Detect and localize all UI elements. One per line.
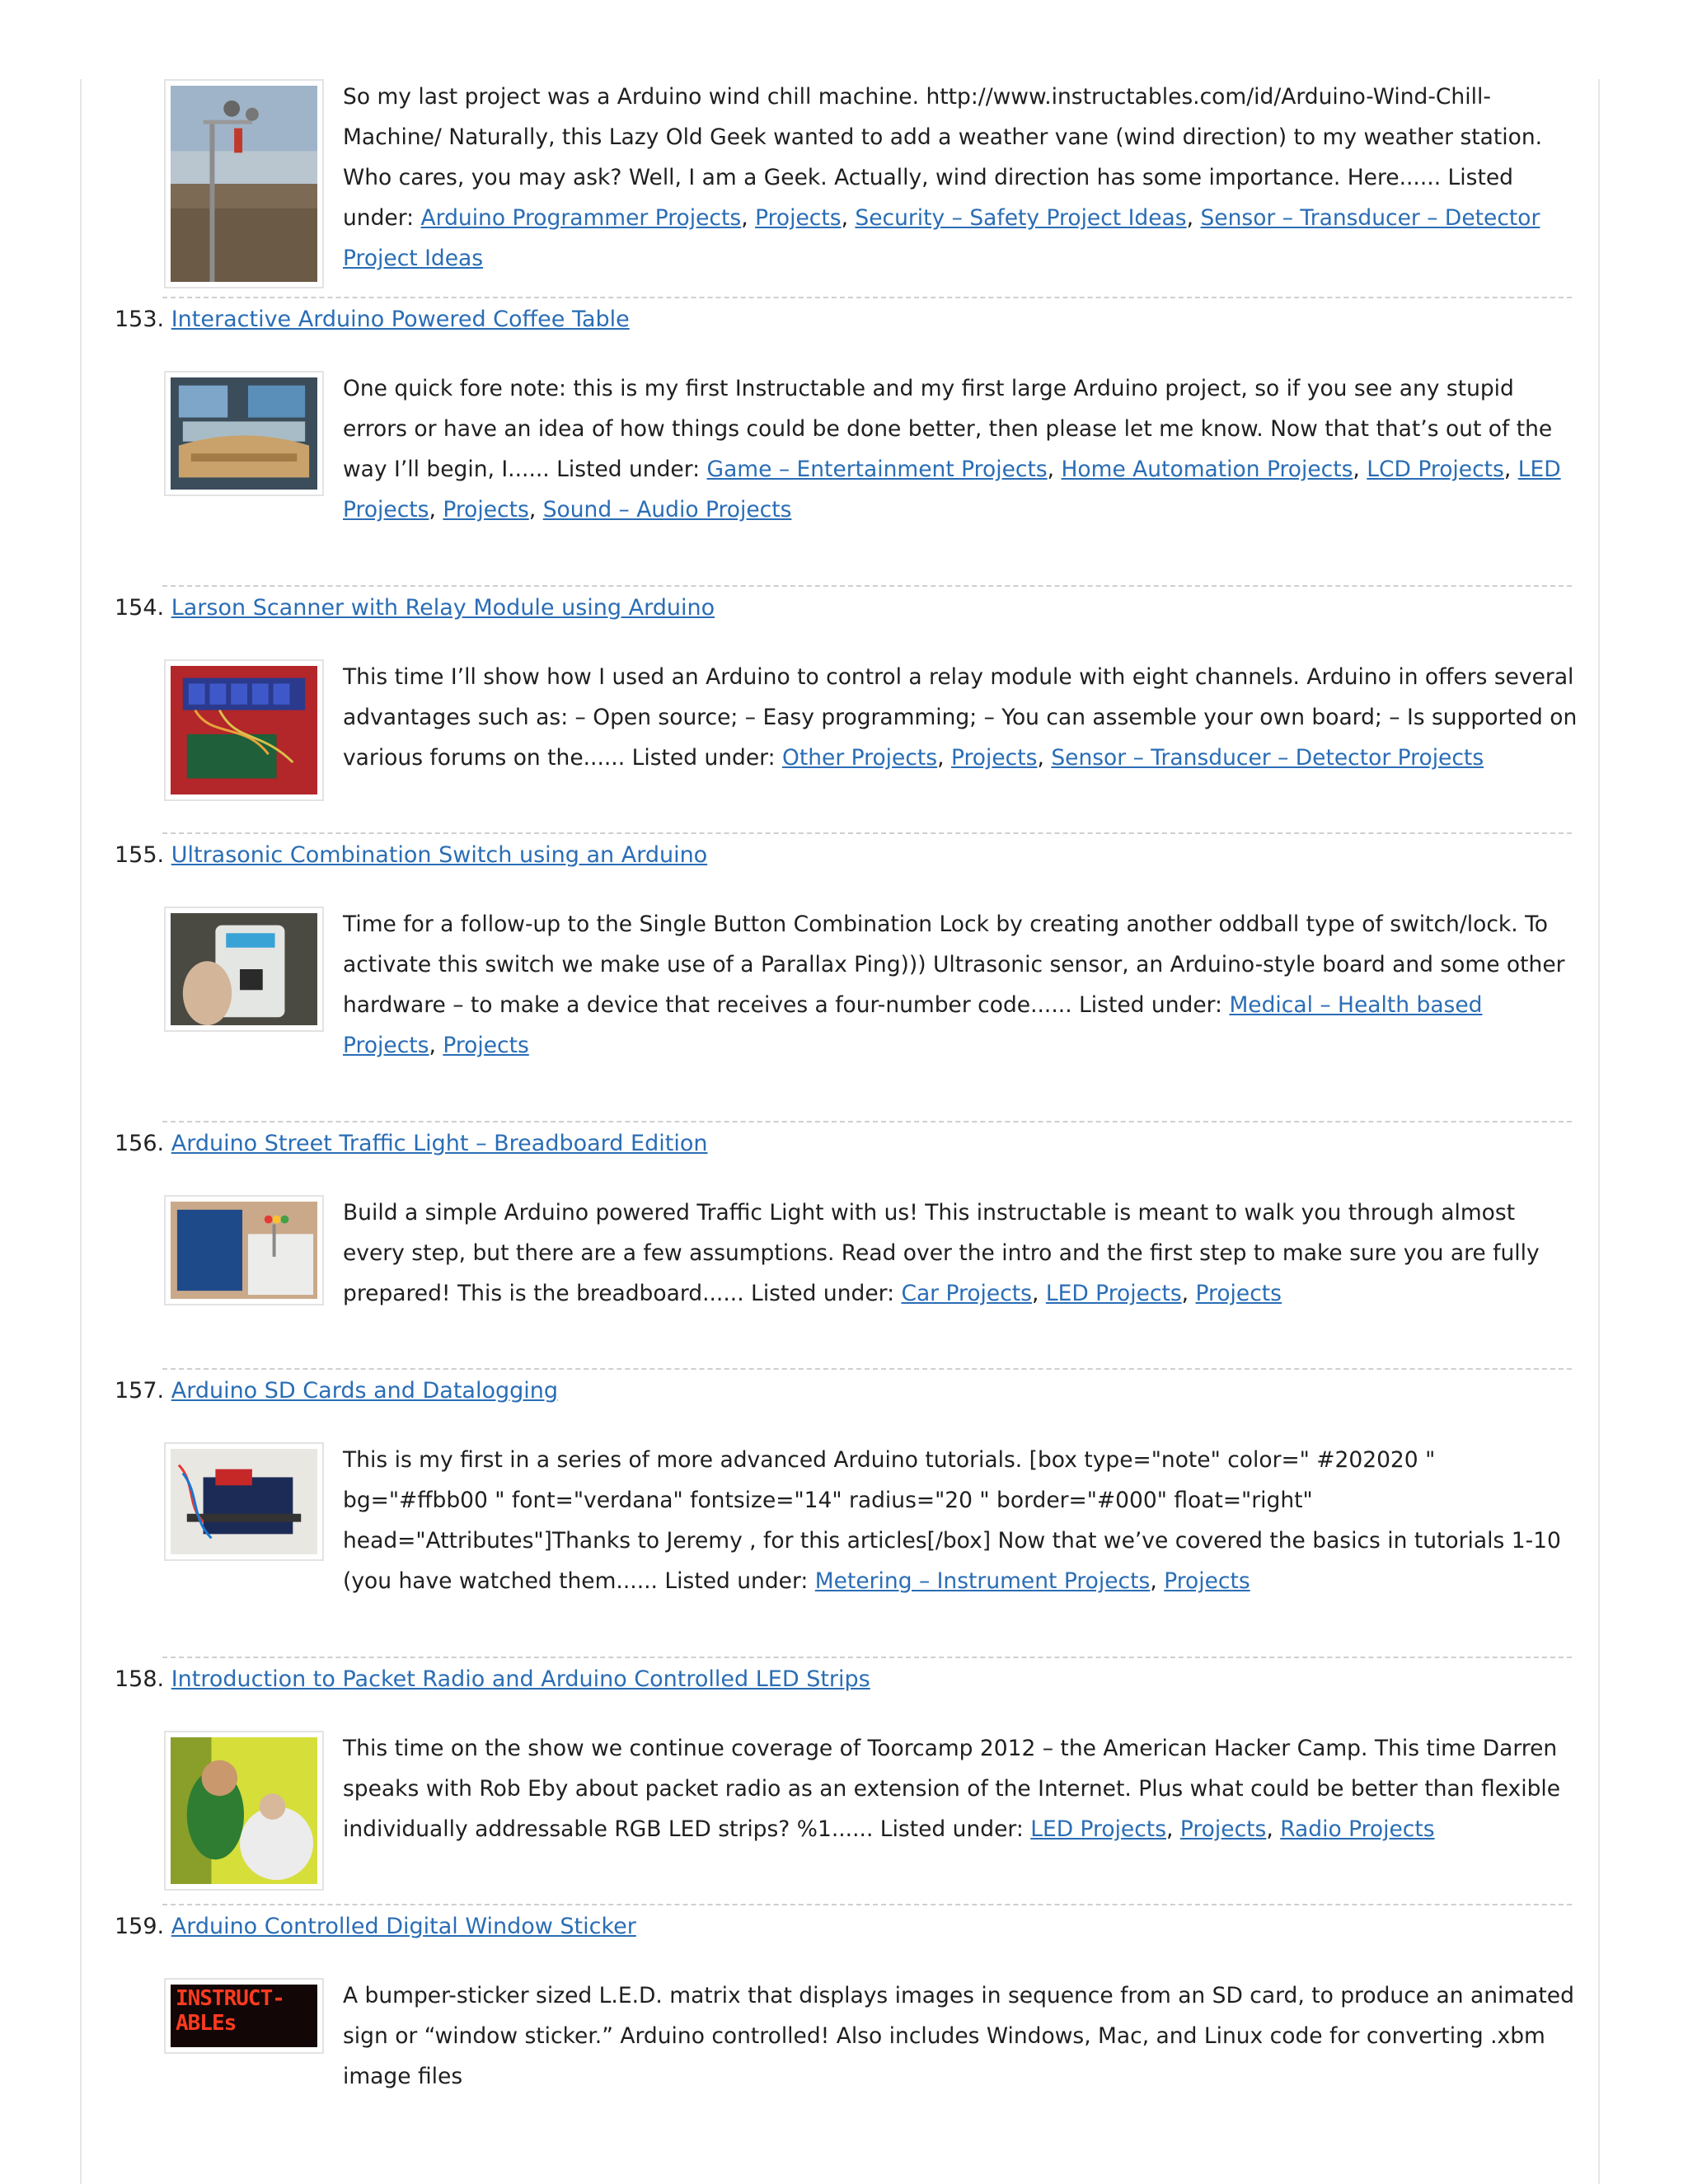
weather-vane-image — [171, 86, 317, 282]
category-link[interactable]: Projects — [1195, 1281, 1282, 1306]
entry-number: 153. — [115, 307, 165, 332]
category-link[interactable]: LED Projects — [343, 457, 1561, 523]
entry-number: 159. — [115, 1914, 165, 1939]
entry-title-link[interactable]: Arduino Street Traffic Light – Breadboard Edition — [171, 1131, 708, 1156]
category-link[interactable]: Game – Entertainment Projects — [706, 457, 1048, 482]
divider — [162, 1657, 1572, 1658]
category-link[interactable]: Security – Safety Project Ideas — [855, 205, 1187, 231]
project-description: One quick fore note: this is my first Instructable and my first large Arduino project, so if you see any stupid errors or have an idea of how things could be done better, then please let me know. Now that that’s out of the way I’ll begin, I...... Listed under: Game – Entertainment Projects, Home Automation Projects, LCD Projects, LED Projects, Projects, Sound – Audio Projects — [343, 376, 1561, 523]
entry-heading — [115, 592, 715, 625]
entry-title-link[interactable]: Larson Scanner with Relay Module using Arduino — [171, 595, 715, 621]
entry-number: 157. — [115, 1378, 165, 1404]
entry-title-link[interactable]: Arduino Controlled Digital Window Sticker — [171, 1914, 636, 1939]
project-thumbnail[interactable] — [164, 1442, 324, 1561]
project-description: Build a simple Arduino powered Traffic Light with us! This instructable is meant to walk you through almost every step, but there are a few assumptions. Read over the intro and the first step to make sure you are fully prepared! This is the breadboard...... Listed under: Car Projects, LED Projects, Projects — [343, 1200, 1540, 1306]
entry-title-link[interactable]: Ultrasonic Combination Switch using an Arduino — [171, 842, 708, 868]
category-link[interactable]: Metering – Instrument Projects — [814, 1568, 1151, 1594]
project-thumbnail[interactable] — [164, 79, 324, 288]
category-link[interactable]: Arduino Programmer Projects — [420, 205, 742, 231]
content-column — [80, 79, 1600, 2184]
divider — [162, 1904, 1572, 1905]
category-link[interactable]: LED Projects — [1030, 1816, 1166, 1842]
entry-number: 155. — [115, 842, 165, 868]
relay-module-image — [171, 666, 317, 794]
project-list — [82, 79, 1598, 2184]
project-description: A bumper-sticker sized L.E.D. matrix that displays images in sequence from an SD card, to produce an animated sign or “window sticker.” Arduino controlled! Also includes Windows, Mac, and Linux code for converting .xbm image files — [343, 1983, 1574, 2089]
divider — [162, 297, 1572, 298]
entry-heading — [115, 303, 630, 336]
category-link[interactable]: Projects — [1164, 1568, 1250, 1594]
project-description: Time for a follow-up to the Single Button Combination Lock by creating another oddball type of switch/lock. To activate this switch we make use of a Parallax Ping))) Ultrasonic sensor, an Arduino-style board and some other hardware – to make a device that receives a four-number code...... Listed under: Medical – Health based Projects, Projects — [343, 912, 1565, 1058]
category-link[interactable]: Projects — [755, 205, 842, 231]
project-thumbnail[interactable] — [164, 371, 324, 496]
entry-heading — [115, 1910, 636, 1943]
category-link[interactable]: Radio Projects — [1280, 1816, 1435, 1842]
traffic-light-image — [171, 1202, 317, 1299]
project-description: This time on the show we continue coverage of Toorcamp 2012 – the American Hacker Camp. This time Darren speaks with Rob Eby about packet radio as an extension of the Internet. Plus what could be better than flexible individually addressable RGB LED strips? %1...... Listed under: LED Projects, Projects, Radio Projects — [343, 1736, 1561, 1842]
ultrasonic-switch-image — [171, 913, 317, 1025]
divider — [162, 832, 1572, 834]
category-link[interactable]: Other Projects — [781, 745, 938, 771]
divider — [162, 1368, 1572, 1370]
divider — [162, 1121, 1572, 1122]
project-thumbnail[interactable] — [164, 1195, 324, 1305]
category-link[interactable]: Projects — [443, 1033, 529, 1058]
divider — [162, 585, 1572, 587]
entry-title-link[interactable]: Introduction to Packet Radio and Arduino Controlled LED Strips — [171, 1666, 870, 1692]
category-link[interactable]: Home Automation Projects — [1061, 457, 1353, 482]
category-link[interactable]: Sensor – Transducer – Detector Project Ideas — [343, 205, 1540, 271]
entry-heading — [115, 1375, 558, 1408]
entry-title-link[interactable]: Interactive Arduino Powered Coffee Table — [171, 307, 630, 332]
category-link[interactable]: Projects — [950, 745, 1038, 771]
led-matrix-text: INSTRUCT- ABLEs — [176, 1986, 284, 2036]
entry-number: 158. — [115, 1666, 165, 1692]
entry-heading — [115, 1663, 870, 1696]
project-description: This time I’ll show how I used an Arduino to control a relay module with eight channels. Arduino in offers several advantages such as: – Open source; – Easy programming; – You can assemble your own board; – Is supported on various forums on the...... Listed under: Other Projects, Projects, Sensor – Transducer – Detector Projects — [343, 664, 1578, 771]
project-thumbnail[interactable] — [164, 907, 324, 1032]
entry-number: 156. — [115, 1131, 165, 1156]
entry-number: 154. — [115, 595, 165, 621]
category-link[interactable]: Sensor – Transducer – Detector Projects — [1051, 745, 1484, 771]
entry-heading — [115, 839, 707, 872]
sd-card-datalogging-image — [171, 1449, 317, 1554]
project-thumbnail[interactable] — [164, 1978, 324, 2054]
category-link[interactable]: LED Projects — [1045, 1281, 1182, 1306]
category-link[interactable]: Car Projects — [901, 1281, 1032, 1306]
project-thumbnail[interactable] — [164, 1731, 324, 1891]
category-link[interactable]: Projects — [1179, 1816, 1267, 1842]
project-description: So my last project was a Arduino wind chill machine. http://www.instructables.com/id/Arduino-Wind-Chill-Machine/ Naturally, this Lazy Old Geek wanted to add a weather vane (wind direction) to my weather station. Who cares, you may ask? Well, I am a Geek. Actually, wind direction has some importance. Here...... Listed under: Arduino Programmer Projects, Projects, Security – Safety Project Ideas, Sensor – Transducer – Detector Project Ideas — [343, 84, 1543, 271]
category-link[interactable]: LCD Projects — [1367, 457, 1504, 482]
category-link[interactable]: Sound – Audio Projects — [542, 497, 792, 523]
packet-radio-image — [171, 1737, 317, 1884]
category-link[interactable]: Projects — [443, 497, 529, 523]
entry-title-link[interactable]: Arduino SD Cards and Datalogging — [171, 1378, 559, 1404]
project-thumbnail[interactable] — [164, 659, 324, 801]
category-link[interactable]: Medical – Health based Projects — [343, 992, 1483, 1058]
project-description: This is my first in a series of more advanced Arduino tutorials. [box type="note" color=" #202020 " bg="#ffbb00 " font="verdana" fontsize="14" radius="20 " border="#000" float="right" head="Attributes"]Thanks to Jeremy , for this articles[/box] Now that we’ve covered the basics in tutorials 1-10 (you have watched them...... Listed under: Metering – Instrument Projects, Projects — [343, 1447, 1561, 1594]
coffee-table-image — [171, 377, 317, 490]
entry-heading — [115, 1127, 707, 1160]
